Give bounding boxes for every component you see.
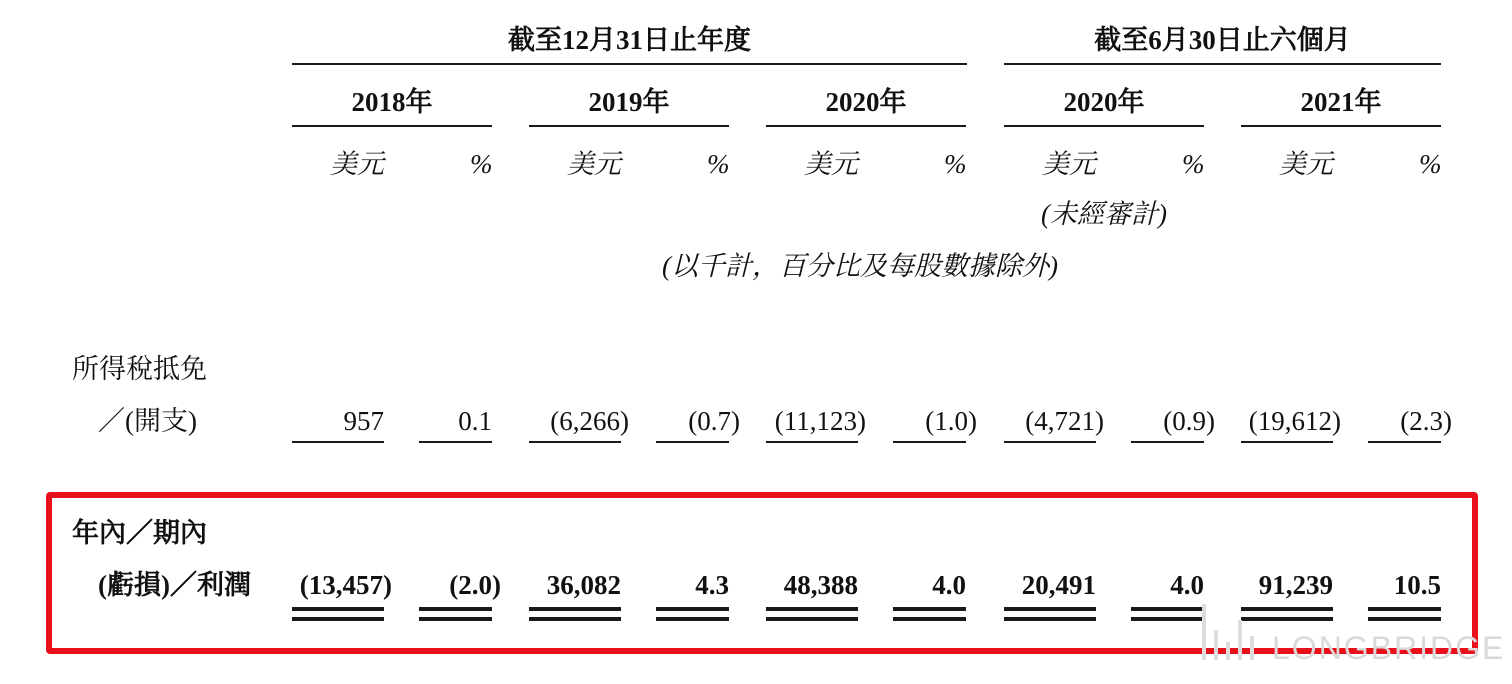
unaudited-note: (未經審計) (1041, 199, 1167, 229)
cell-profit-2020a-usd: 48,388 (783, 570, 858, 600)
cell-income-tax-2020i-pct: (0.9) (1163, 406, 1215, 436)
year-rule-2020-interim (1004, 125, 1204, 127)
year-rule-2019 (529, 125, 729, 127)
cell-profit-2020i-usd: 20,491 (1021, 570, 1096, 600)
cell-profit-2019-usd: 36,082 (546, 570, 621, 600)
double-underline-profit-2019-usd-top (529, 607, 621, 611)
cell-profit-2021i-pct: 10.5 (1393, 570, 1441, 600)
cell-profit-2018-usd: (13,457) (299, 570, 392, 600)
underline-income-tax-2019-pct (656, 441, 729, 443)
double-underline-profit-2019-usd-bottom (529, 617, 621, 621)
row-label-profit-line2: (虧損)／利潤 (98, 570, 251, 600)
cell-income-tax-2019-usd: (6,266) (550, 406, 629, 436)
year-rule-2021-interim (1241, 125, 1441, 127)
year-rule-2018 (292, 125, 492, 127)
group-rule-six-months (1004, 63, 1441, 65)
unit-currency-2020-annual: 美元 (804, 149, 858, 179)
group-header-annual: 截至12月31日止年度 (508, 25, 751, 55)
row-label-profit-line1: 年內／期內 (72, 518, 207, 548)
cell-income-tax-2019-pct: (0.7) (688, 406, 740, 436)
unit-currency-2021-interim: 美元 (1279, 149, 1333, 179)
underline-income-tax-2021i-pct (1368, 441, 1441, 443)
year-header-2021-interim: 2021年 (1300, 87, 1382, 117)
year-header-2020-interim: 2020年 (1063, 87, 1145, 117)
double-underline-profit-2020a-usd-top (766, 607, 858, 611)
double-underline-profit-2020a-pct-top (893, 607, 966, 611)
group-header-six-months: 截至6月30日止六個月 (1094, 25, 1351, 55)
double-underline-profit-2020i-pct-top (1131, 607, 1204, 611)
unit-currency-2020-interim: 美元 (1042, 149, 1096, 179)
double-underline-profit-2020i-pct-bottom (1131, 617, 1204, 621)
unit-percent-2018: % (470, 149, 493, 179)
double-underline-profit-2018-pct-top (419, 607, 492, 611)
underline-income-tax-2020a-pct (893, 441, 966, 443)
double-underline-profit-2019-pct-bottom (656, 617, 729, 621)
cell-income-tax-2018-usd: 957 (343, 406, 384, 436)
cell-profit-2021i-usd: 91,239 (1258, 570, 1333, 600)
watermark-logo-icon (1200, 604, 1260, 660)
unit-percent-2021-interim: % (1419, 149, 1442, 179)
cell-profit-2020a-pct: 4.0 (932, 570, 966, 600)
year-rule-2020-annual (766, 125, 966, 127)
units-note: (以千計，百分比及每股數據除外) (662, 251, 1058, 281)
group-rule-annual (292, 63, 967, 65)
row-label-income-tax-line1: 所得稅抵免 (72, 354, 207, 384)
double-underline-profit-2019-pct-top (656, 607, 729, 611)
unit-currency-2019: 美元 (567, 149, 621, 179)
cell-profit-2020i-pct: 4.0 (1170, 570, 1204, 600)
double-underline-profit-2018-pct-bottom (419, 617, 492, 621)
year-header-2020-annual: 2020年 (825, 87, 907, 117)
year-header-2019: 2019年 (588, 87, 670, 117)
double-underline-profit-2021i-pct-bottom (1368, 617, 1441, 621)
double-underline-profit-2021i-pct-top (1368, 607, 1441, 611)
underline-income-tax-2020a-usd (766, 441, 858, 443)
underline-income-tax-2018-pct (419, 441, 492, 443)
cell-income-tax-2020i-usd: (4,721) (1025, 406, 1104, 436)
unit-currency-2018: 美元 (330, 149, 384, 179)
double-underline-profit-2020i-usd-top (1004, 607, 1096, 611)
cell-income-tax-2020a-pct: (1.0) (925, 406, 977, 436)
cell-income-tax-2021i-usd: (19,612) (1248, 406, 1341, 436)
year-header-2018: 2018年 (351, 87, 433, 117)
double-underline-profit-2018-usd-top (292, 607, 384, 611)
underline-income-tax-2021i-usd (1241, 441, 1333, 443)
double-underline-profit-2020a-usd-bottom (766, 617, 858, 621)
unit-percent-2020-interim: % (1182, 149, 1205, 179)
underline-income-tax-2019-usd (529, 441, 621, 443)
underline-income-tax-2020i-pct (1131, 441, 1204, 443)
cell-income-tax-2020a-usd: (11,123) (774, 406, 866, 436)
cell-profit-2018-pct: (2.0) (449, 570, 501, 600)
double-underline-profit-2018-usd-bottom (292, 617, 384, 621)
underline-income-tax-2020i-usd (1004, 441, 1096, 443)
unit-percent-2020-annual: % (944, 149, 967, 179)
unit-percent-2019: % (707, 149, 730, 179)
double-underline-profit-2020i-usd-bottom (1004, 617, 1096, 621)
cell-income-tax-2018-pct: 0.1 (458, 406, 492, 436)
underline-income-tax-2018-usd (292, 441, 384, 443)
watermark-text: LONGBRIDGE (1272, 630, 1506, 666)
row-label-income-tax-line2: ／(開支) (98, 406, 197, 436)
cell-profit-2019-pct: 4.3 (695, 570, 729, 600)
cell-income-tax-2021i-pct: (2.3) (1400, 406, 1452, 436)
double-underline-profit-2020a-pct-bottom (893, 617, 966, 621)
